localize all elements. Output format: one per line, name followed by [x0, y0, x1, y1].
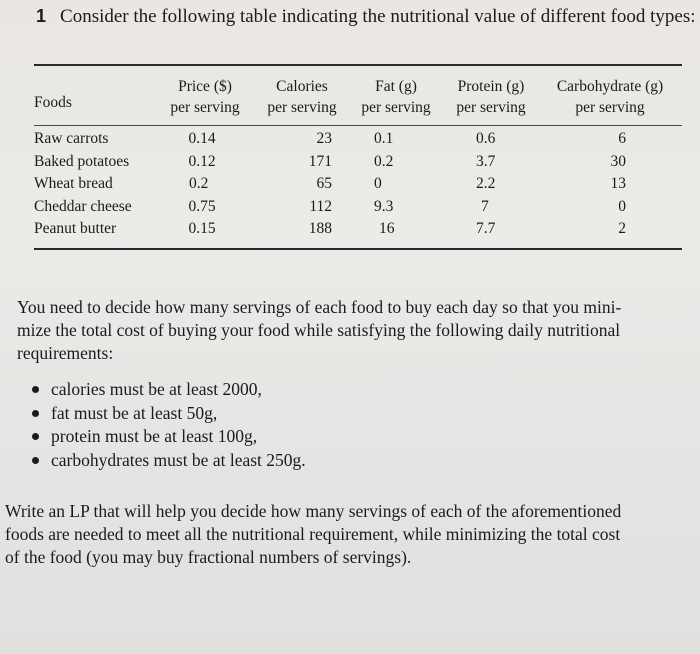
table-header-protein: Protein (g) per serving: [456, 78, 526, 116]
table-col-price: [172, 128, 232, 241]
task-line: You need to decide how many servings of each food to buy each day so that you mini-: [17, 297, 622, 317]
table-header-carbohydrate: Carbohydrate (g) per serving: [556, 78, 664, 116]
table-header-fat: Fat (g) per serving: [361, 78, 431, 116]
table-row: Baked potatoes: [34, 152, 130, 170]
table-cell: 30: [610, 152, 626, 170]
table-cell: 0.2: [374, 152, 394, 170]
task-line: requirements:: [17, 343, 114, 363]
table-col-protein: [468, 128, 508, 241]
table-cell: 3.7: [476, 152, 496, 170]
table-cell: 171: [308, 152, 332, 170]
table-row: Wheat bread: [34, 175, 113, 192]
list-item: protein must be at least 100g,: [32, 425, 306, 449]
table-cell: 2.2: [476, 175, 496, 192]
table-cell: 0.75: [188, 197, 216, 215]
table-cell: 0.6: [476, 130, 496, 147]
table-col-carbohydrate: [596, 128, 626, 241]
problem-intro: Consider the following table indicating the nutritional value of different food types:: [60, 6, 696, 27]
table-row: Cheddar cheese: [34, 197, 132, 215]
table-cell: 0.1: [374, 130, 394, 147]
table-cell: 9.3: [374, 197, 394, 215]
table-cell: 7: [481, 197, 489, 215]
table-cell: 16: [379, 220, 395, 237]
table-cell: 0.15: [188, 220, 216, 237]
table-cell: 0: [618, 197, 626, 215]
table-header-foods: Foods: [34, 94, 72, 111]
table-cell: 0.14: [188, 130, 216, 147]
table-food-names: [34, 128, 132, 241]
table-col-fat: [364, 128, 414, 241]
problem-heading: [36, 6, 696, 28]
task-paragraph: [17, 296, 687, 365]
table-cell: 13: [610, 175, 626, 192]
list-item: carbohydrates must be at least 250g.: [32, 449, 306, 473]
table-row: Peanut butter: [34, 220, 117, 237]
table-top-rule: [34, 64, 682, 66]
final-instruction: [5, 500, 695, 569]
table-cell: 23: [316, 130, 332, 147]
table-header-calories: Calories per serving: [267, 78, 337, 116]
table-cell: 65: [316, 175, 332, 192]
table-cell: 2: [618, 220, 626, 237]
list-item: calories must be at least 2000,: [32, 378, 306, 402]
bullet-icon: [32, 433, 39, 440]
table-header-rule: [34, 125, 682, 126]
table-cell: 0.12: [188, 152, 216, 170]
table-cell: 7.7: [476, 220, 496, 237]
table-col-calories: [272, 128, 332, 241]
task-line: mize the total cost of buying your food while satisfying the following daily nutritional: [17, 320, 621, 340]
table-cell: 188: [308, 220, 332, 237]
table-cell: 6: [618, 130, 626, 147]
table-cell: 0.2: [189, 175, 209, 192]
final-line: Write an LP that will help you decide how many servings of each of the aforementioned: [5, 501, 622, 521]
table-cell: 0: [374, 175, 382, 192]
bullet-icon: [32, 410, 39, 417]
final-line: of the food (you may buy fractional numbers of servings).: [5, 547, 412, 567]
bullet-icon: [32, 386, 39, 393]
requirements-list: [32, 378, 306, 472]
table-cell: 112: [309, 197, 332, 215]
problem-number: 1: [36, 6, 47, 26]
bullet-icon: [32, 457, 39, 464]
table-header-price: Price ($) per serving: [170, 78, 240, 116]
table-bottom-rule: [34, 248, 682, 250]
table-row: Raw carrots: [34, 130, 109, 147]
list-item: fat must be at least 50g,: [32, 402, 306, 426]
final-line: foods are needed to meet all the nutritional requirement, while minimizing the total cost: [5, 524, 621, 544]
